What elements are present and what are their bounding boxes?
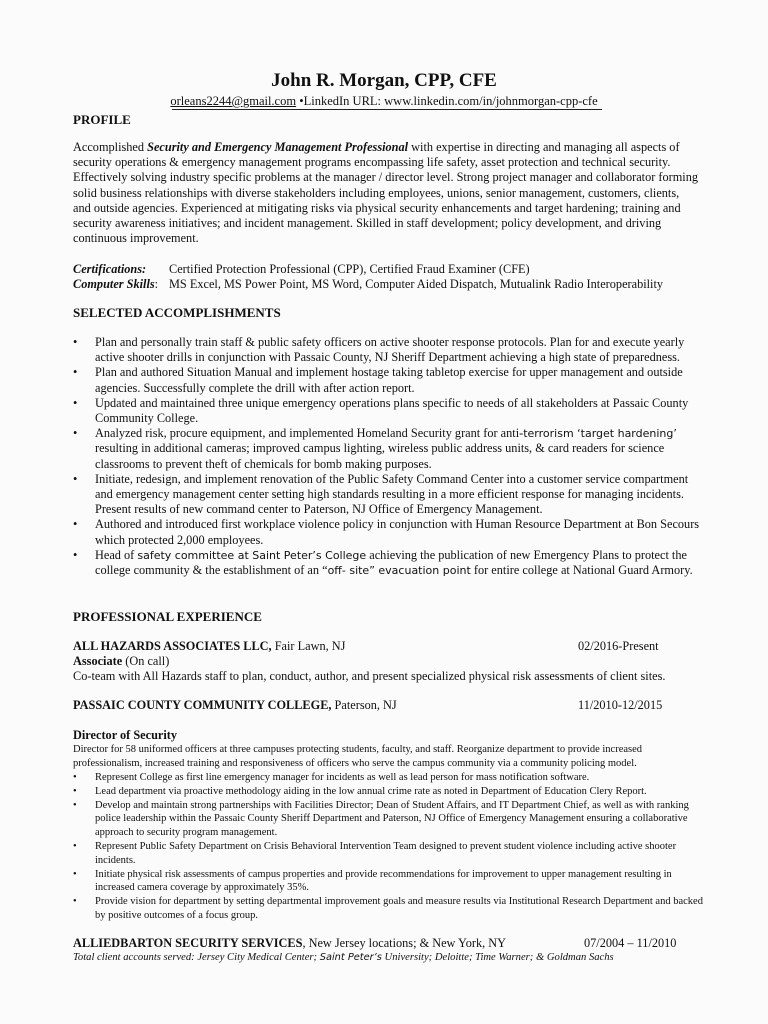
email-link[interactable]: orleans2244@gmail.com [170,94,297,108]
bullet-icon: • [73,772,77,783]
job1-description: Co-team with All Hazards staff to plan, conduct, author, and present specialized physical risk assessments of client sites. [73,669,666,683]
job3-clients: Total client accounts served: Jersey City Medical Center; Saint Peter’s University; Deloitte; Time Warner; & Goldman Sachs [73,952,614,963]
computer-skills-label: Computer Skills: [73,277,159,291]
accomplishment-item: • Updated and maintained three unique emergency operations plans specific to needs of all stakeholders at Passaic County Community College. [73,395,689,426]
bullet-icon: • [73,517,78,532]
job3-dates: 07/2004 – 11/2010 [584,936,677,950]
bullet-icon: • [73,426,78,441]
job2-dates: 11/2010-12/2015 [578,698,663,712]
bullet-icon: • [73,785,77,797]
bullet-icon: • [73,335,78,349]
computer-skills-value: MS Excel, MS Power Point, MS Word, Computer Aided Dispatch, Mutualink Radio Interoperability [169,277,664,291]
duty-item: • Develop and maintain strong partnerships with Facilities Director; Dean of Student Affairs, and IT Department Chief, as well as with ranking police leadership within the Passaic County Sheriff Department and Paterson, NJ Office of Emergency Management ensuring a collaborative approach to security program management. [73,799,689,839]
accomplishment-item: • Plan and personally train staff & public safety officers on active shooter response protocols. Plan for and execute yearly active shooter drills in conjunction with Passaic County, NJ Sheriff Department achieving a high state of preparedness. [73,335,685,365]
job1-dates: 02/2016-Present [578,639,659,653]
certifications-value: Certified Protection Professional (CPP), Certified Fraud Examiner (CFE) [169,262,530,276]
bullet-icon: • [73,365,78,380]
job1-employer: ALL HAZARDS ASSOCIATES LLC, Fair Lawn, NJ [73,639,346,653]
profile-emphasis: Security and Emergency Management Professional [147,140,409,154]
linkedin-text: •LinkedIn URL: www.linkedin.com/in/johnmorgan-cpp-cfe [296,94,598,108]
experience-heading: PROFESSIONAL EXPERIENCE [73,609,262,624]
job1-title: Associate (On call) [73,654,170,668]
job2-description: Director for 58 uniformed officers at three campuses protecting students, faculty, and staff. Reorganize department to provide increased professionalism, increased training and responsiveness of officers who serve the campus community via a community policing model. [73,744,643,769]
certifications-label: Certifications: [73,262,147,276]
accomplishment-item: • Initiate, redesign, and implement renovation of the Public Safety Command Center into a customer service compartment and emergency management center setting high standards resulting in a more efficient response for managing incidents. Present results of new command center to Paterson, NJ Office of Emergency Management. [73,471,689,517]
job3-employer: ALLIEDBARTON SECURITY SERVICES, New Jersey locations; & New York, NY [73,936,506,950]
duty-item: • Lead department via proactive methodology aiding in the low annual crime rate as noted in Department of Education Clery Report. [73,785,647,797]
bullet-icon: • [73,395,78,410]
duty-item: • Provide vision for department by setting departmental improvement goals and measure results via Institutional Research Department and backed by positive outcomes of a focus group. [73,896,703,921]
bullet-icon: • [73,840,77,852]
accomplishment-item: • Head of safety committee at Saint Peter’s College achieving the publication of new Emergency Plans to protect the college community & the establishment of an “off- site” evacuation point for entire college at National Guard Armory. [73,547,693,578]
duty-item: • Represent College as first line emergency manager for incidents as well as lead person for mass notification software. [73,772,590,783]
duty-item: • Initiate physical risk assessments of campus properties and provide recommendations for improvement to upper management resulting in increased camera coverage by approximately 35%. [73,868,672,894]
bullet-icon: • [73,868,77,880]
job2-title: Director of Security [73,728,178,742]
contact-line [0,94,768,109]
bullet-icon: • [73,799,77,811]
bullet-icon: • [73,547,78,562]
header-rule [172,109,602,110]
accomplishment-item: • Analyzed risk, procure equipment, and implemented Homeland Security grant for anti-terrorism ‘target hardening’ resulting in additional cameras; improved campus lighting, wireless public address units, & card readers for science classrooms to prevent theft of chemicals for bomb making purposes. [73,426,677,471]
duty-item: • Represent Public Safety Department on Crisis Behavioral Intervention Team designed to prevent student violence including active shooter incidents. [73,840,677,866]
profile-text-start: Accomplished [73,140,148,154]
job2-employer: PASSAIC COUNTY COMMUNITY COLLEGE, Paterson, NJ [73,698,397,712]
accomplishment-item: • Authored and introduced first workplace violence policy in conjunction with Human Resource Department at Bon Secours which protected 2,000 employees. [73,517,700,547]
profile-heading: PROFILE [73,112,131,127]
accomplishment-item: • Plan and authored Situation Manual and implement hostage taking tabletop exercise for upper management and outside agencies. Successfully complete the drill with after action report. [73,365,683,395]
candidate-name: John R. Morgan, CPP, CFE [271,70,497,91]
profile-summary [73,140,698,246]
profile-text-rest: with expertise in directing and managing all aspects of security operations & emergency management programs encompassing life safety, asset protection and technical security. Effectively solving industry specific problems at the manager / director level. Strong project manager and collaborator forming solid business relationships with diverse stakeholders including employees, unions, senior management, customers, clients, and outside agencies. Experienced at mitigating risks via physical security enhancements and target hardening; training and security awareness initiatives; and incident management. Skilled in staff development; policy development, and driving continuous improvement. [73,140,699,246]
bullet-icon: • [73,896,77,908]
job2-duties-list [73,771,713,923]
accomplishments-heading: SELECTED ACCOMPLISHMENTS [73,305,281,320]
accomplishments-list [73,335,703,578]
bullet-icon: • [73,471,78,486]
